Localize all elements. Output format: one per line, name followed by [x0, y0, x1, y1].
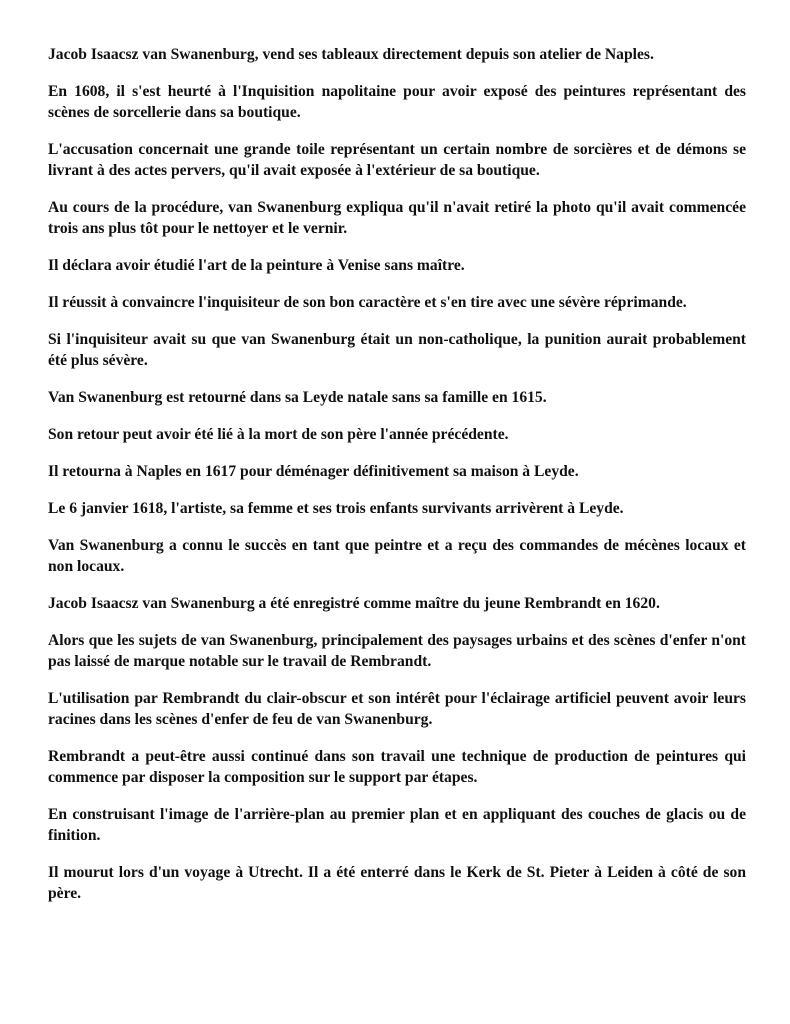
document-page [48, 44, 746, 920]
paragraph-1: Jacob Isaacsz van Swanenburg, vend ses tableaux directement depuis son atelier de Naples. [48, 46, 654, 63]
paragraph-17: En construisant l'image de l'arrière-plan au premier plan et en appliquant des couches de glacis ou de finition. [48, 806, 746, 844]
paragraph-12: Van Swanenburg a connu le succès en tant que peintre et a reçu des commandes de mécènes locaux et non locaux. [48, 537, 746, 575]
paragraph-14: Alors que les sujets de van Swanenburg, principalement des paysages urbains et des scènes d'enfer n'ont pas laissé de marque notable sur le travail de Rembrandt. [48, 632, 746, 670]
paragraph-13: Jacob Isaacsz van Swanenburg a été enregistré comme maître du jeune Rembrandt en 1620. [48, 595, 660, 612]
paragraph-3: L'accusation concernait une grande toile représentant un certain nombre de sorcières et de démons se livrant à des actes pervers, qu'il avait exposée à l'extérieur de sa boutique. [48, 141, 746, 179]
paragraph-6: Il réussit à convaincre l'inquisiteur de son bon caractère et s'en tire avec une sévère réprimande. [48, 294, 687, 311]
paragraph-18: Il mourut lors d'un voyage à Utrecht. Il a été enterré dans le Kerk de St. Pieter à Leiden à côté de son père. [48, 864, 746, 902]
paragraph-7: Si l'inquisiteur avait su que van Swanenburg était un non-catholique, la punition aurait probablement été plus sévère. [48, 331, 746, 369]
paragraph-15: L'utilisation par Rembrandt du clair-obscur et son intérêt pour l'éclairage artificiel peuvent avoir leurs racines dans les scènes d'enfer de feu de van Swanenburg. [48, 690, 746, 728]
paragraph-16: Rembrandt a peut-être aussi continué dans son travail une technique de production de peintures qui commence par disposer la composition sur le support par étapes. [48, 748, 746, 786]
paragraph-4: Au cours de la procédure, van Swanenburg expliqua qu'il n'avait retiré la photo qu'il avait commencée trois ans plus tôt pour le nettoyer et le vernir. [48, 199, 746, 237]
paragraph-2: En 1608, il s'est heurté à l'Inquisition napolitaine pour avoir exposé des peintures représentant des scènes de sorcellerie dans sa boutique. [48, 83, 746, 121]
paragraph-10: Il retourna à Naples en 1617 pour déménager définitivement sa maison à Leyde. [48, 463, 579, 480]
paragraph-11: Le 6 janvier 1618, l'artiste, sa femme et ses trois enfants survivants arrivèrent à Leyde. [48, 500, 624, 517]
paragraph-9: Son retour peut avoir été lié à la mort de son père l'année précédente. [48, 426, 509, 443]
paragraph-5: Il déclara avoir étudié l'art de la peinture à Venise sans maître. [48, 257, 465, 274]
paragraph-8: Van Swanenburg est retourné dans sa Leyde natale sans sa famille en 1615. [48, 389, 547, 406]
